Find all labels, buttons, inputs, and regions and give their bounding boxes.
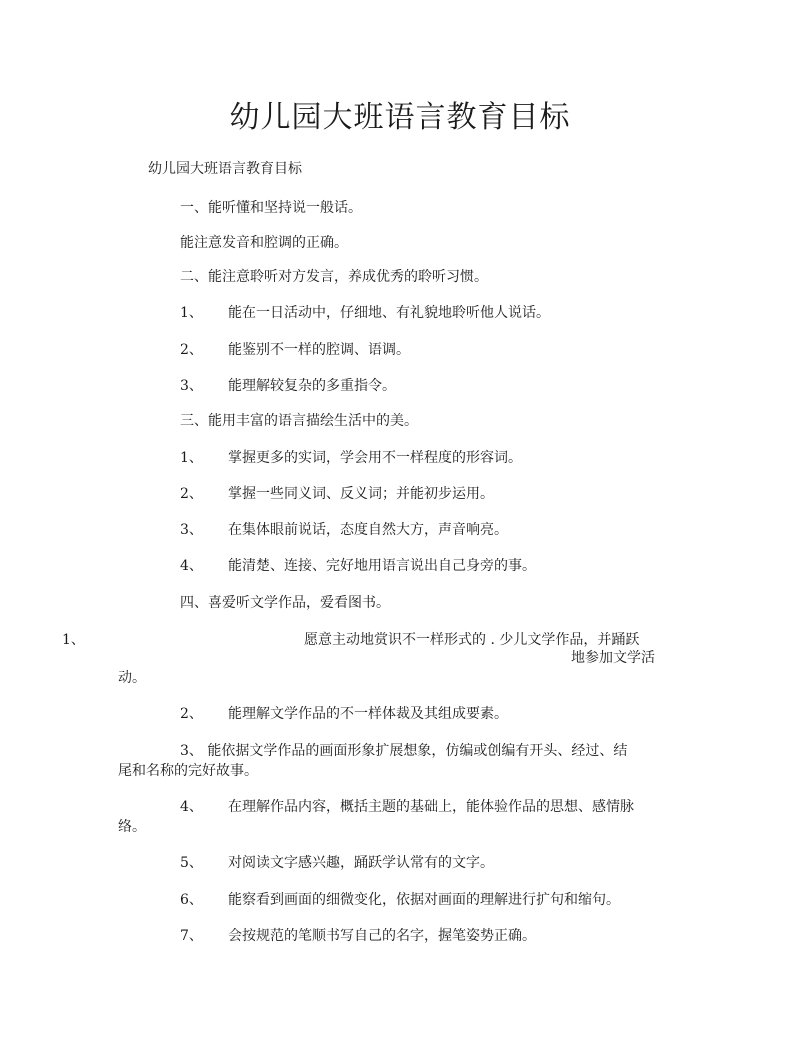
list-item-text-continued: 地参加文学活 bbox=[571, 650, 655, 666]
section-3-heading: 三、能用丰富的语言描绘生活中的美。 bbox=[180, 413, 418, 429]
list-item-number: 3、 bbox=[180, 378, 203, 394]
list-item-text: 能理解较复杂的多重指令。 bbox=[228, 378, 396, 394]
list-item-text: 掌握更多的实词，学会用不一样程度的形容词。 bbox=[228, 450, 522, 466]
list-item-number: 2、 bbox=[180, 706, 203, 722]
list-item-text: 能鉴别不一样的腔调、语调。 bbox=[228, 342, 410, 358]
list-item-text: 在理解作品内容，概括主题的基础上，能体验作品的思想、感情脉 bbox=[228, 799, 634, 815]
list-item-number: 2、 bbox=[180, 342, 203, 358]
list-item-text: 愿意主动地赏识不一样形式的 . 少儿文学作品，并踊跃 bbox=[304, 632, 640, 648]
list-item-number: 4、 bbox=[180, 558, 203, 574]
subtitle: 幼儿园大班语言教育目标 bbox=[148, 161, 302, 177]
list-item-text: 能察看到画面的细微变化，依据对画面的理解进行扩句和缩句。 bbox=[228, 892, 620, 908]
list-item-number: 7、 bbox=[180, 928, 203, 944]
list-item-text: 3、 能依据文学作品的画面形象扩展想象，仿编或创编有开头、经过、结 bbox=[180, 743, 628, 759]
list-item-text: 能在一日活动中，仔细地、有礼貌地聆听他人说话。 bbox=[228, 305, 550, 321]
document-title: 幼儿园大班语言教育目标 bbox=[229, 100, 571, 135]
list-item-number: 6、 bbox=[180, 892, 203, 908]
list-item-text: 在集体眼前说话，态度自然大方，声音响亮。 bbox=[228, 522, 508, 538]
list-item-text: 能理解文学作品的不一样体裁及其组成要素。 bbox=[228, 706, 508, 722]
list-item-text: 对阅读文字感兴趣，踊跃学认常有的文字。 bbox=[228, 855, 494, 871]
list-item-number: 1、 bbox=[62, 632, 85, 648]
list-item-number: 2、 bbox=[180, 486, 203, 502]
list-item-number: 3、 bbox=[180, 522, 203, 538]
list-item-text-continued: 络。 bbox=[118, 819, 146, 835]
list-item-number: 1、 bbox=[180, 305, 203, 321]
section-2-heading: 二、能注意聆听对方发言，养成优秀的聆听习惯。 bbox=[180, 269, 488, 285]
section-1-line: 能注意发音和腔调的正确。 bbox=[180, 235, 348, 251]
list-item-text: 能清楚、连接、完好地用语言说出自己身旁的事。 bbox=[228, 558, 536, 574]
list-item-text: 掌握一些同义词、反义词；并能初步运用。 bbox=[228, 486, 494, 502]
list-item-text-continued: 尾和名称的完好故事。 bbox=[118, 763, 258, 779]
section-4-heading: 四、喜爱听文学作品，爱看图书。 bbox=[180, 595, 390, 611]
list-item-number: 5、 bbox=[180, 855, 203, 871]
section-1-heading: 一、能听懂和坚持说一般话。 bbox=[180, 200, 362, 216]
list-item-text: 会按规范的笔顺书写自己的名字，握笔姿势正确。 bbox=[228, 928, 536, 944]
list-item-number: 4、 bbox=[180, 799, 203, 815]
list-item-text-continued: 动。 bbox=[118, 670, 146, 686]
list-item-number: 1、 bbox=[180, 450, 203, 466]
